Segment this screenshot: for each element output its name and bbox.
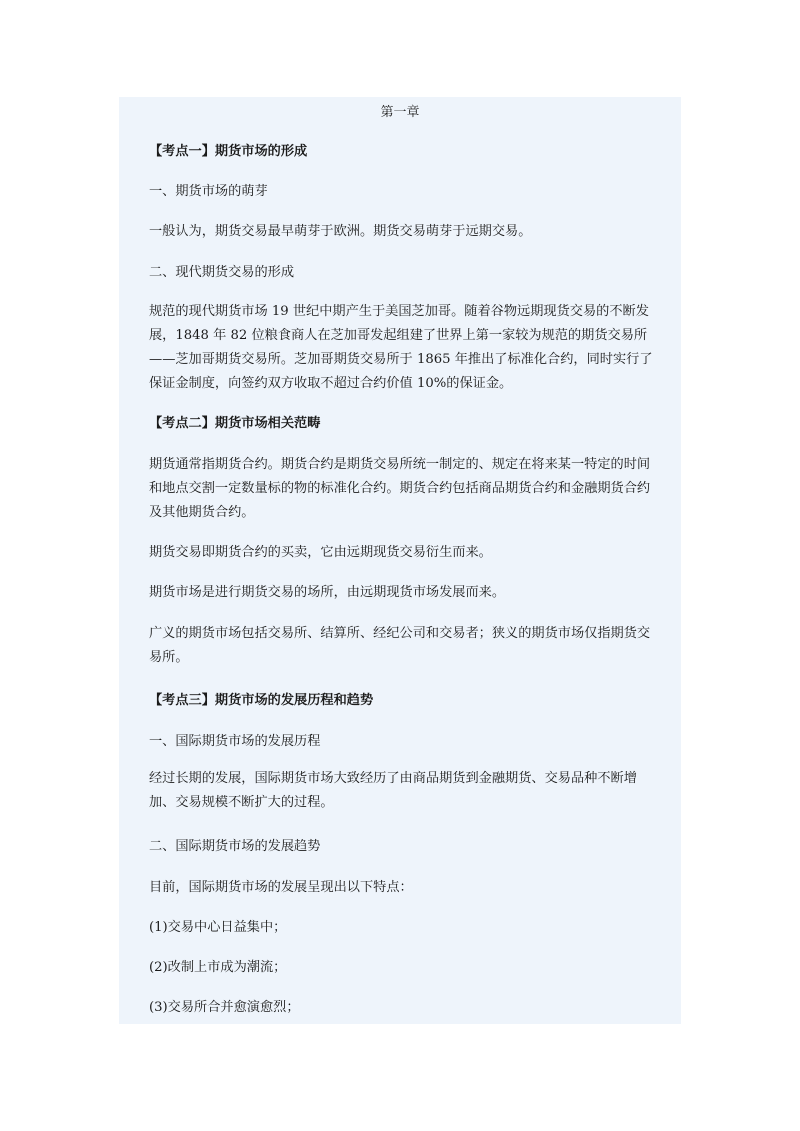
section-heading-2: 【考点二】期货市场相关范畴 — [149, 416, 321, 431]
paragraph: 目前，国际期货市场的发展呈现出以下特点： — [149, 880, 413, 895]
paragraph: 期货交易即期货合约的买卖，它由远期现货交易衍生而来。 — [149, 545, 492, 560]
chapter-title: 第一章 — [380, 105, 420, 120]
paragraph: 广义的期货市场包括交易所、结算所、经纪公司和交易者；狭义的期货市场仅指期货交易所。 — [149, 626, 651, 665]
paragraph: 期货市场是进行期货交易的场所，由远期现货市场发展而来。 — [149, 585, 506, 600]
section-heading-1: 【考点一】期货市场的形成 — [149, 144, 308, 159]
list-item: (2)改制上市成为潮流； — [149, 960, 287, 975]
paragraph: 规范的现代期货市场 19 世纪中期产生于美国芝加哥。随着谷物远期现货交易的不断发展，1848 年 82 位粮食商人在芝加哥发起组建了世界上第一家较为规范的期货交易所——芝加哥期货交易所。芝加哥期货交易所于 1865 年推出了标准化合约，同时实行了保证金制度，向签约双方收取不超过合约价值 10%的保证金。 — [149, 304, 653, 391]
subheading: 一、期货市场的萌芽 — [149, 184, 268, 199]
list-item: (1)交易中心日益集中； — [149, 920, 287, 935]
subheading: 二、国际期货市场的发展趋势 — [149, 839, 321, 854]
section-heading-3: 【考点三】期货市场的发展历程和趋势 — [149, 693, 374, 708]
paragraph: 经过长期的发展，国际期货市场大致经历了由商品期货到金融期货、交易品种不断增加、交易规模不断扩大的过程。 — [149, 771, 637, 810]
paragraph: 期货通常指期货合约。期货合约是期货交易所统一制定的、规定在将来某一特定的时间和地点交割一定数量标的物的标准化合约。期货合约包括商品期货合约和金融期货合约及其他期货合约。 — [149, 457, 651, 520]
paragraph: 一般认为，期货交易最早萌芽于欧洲。期货交易萌芽于远期交易。 — [149, 224, 532, 239]
list-item: (3)交易所合并愈演愈烈； — [149, 1000, 300, 1015]
document-body — [119, 97, 681, 1024]
subheading: 二、现代期货交易的形成 — [149, 265, 295, 280]
subheading: 一、国际期货市场的发展历程 — [149, 734, 321, 749]
